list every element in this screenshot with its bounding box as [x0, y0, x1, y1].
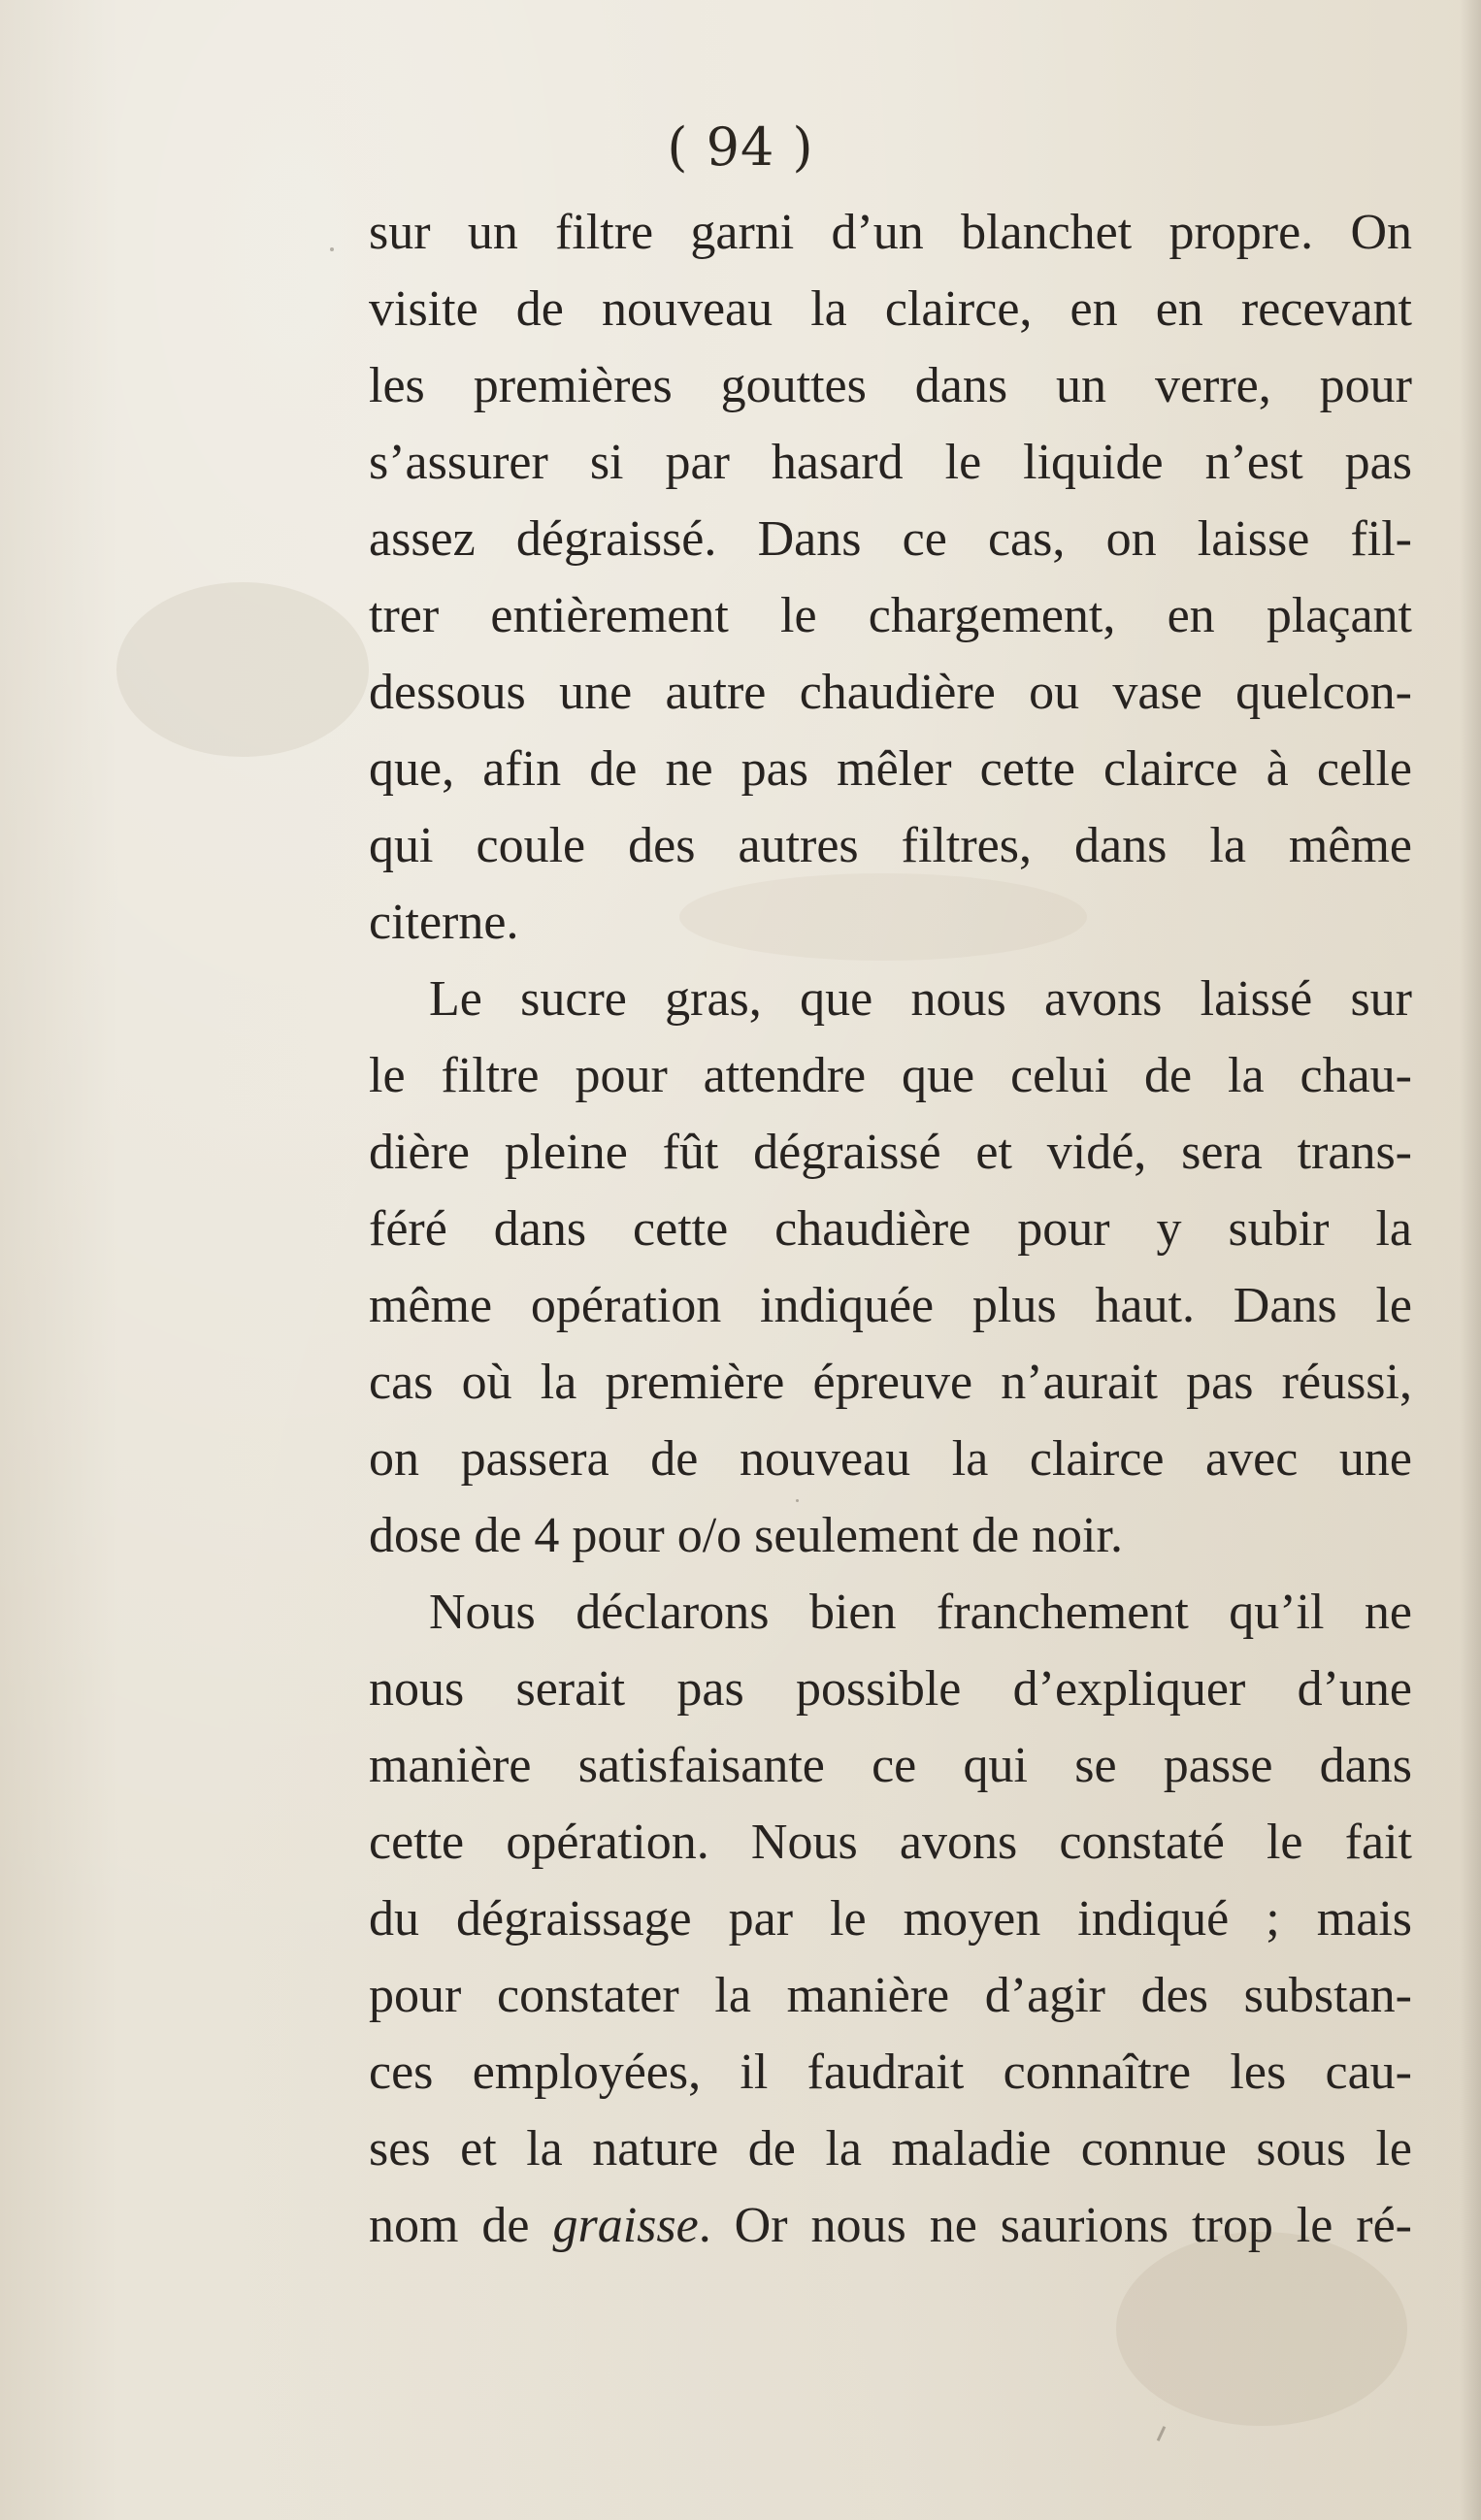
text-line: s’assurer si par hasard le liquide n’est pas: [369, 435, 1412, 490]
page-number: ( 94 ): [667, 116, 814, 178]
ink-speck: [330, 247, 334, 251]
text-line: manière satisfaisante ce qui se passe dans: [369, 1738, 1412, 1793]
text-line: même opération indiquée plus haut. Dans le: [369, 1278, 1412, 1333]
text-line-final: [369, 2187, 1412, 2264]
text-fragment: . Or nous ne saurions trop le ré-: [698, 2198, 1412, 2253]
text-line: les premières gouttes dans un verre, pour: [369, 358, 1412, 413]
text-line: nous serait pas possible d’expliquer d’une: [369, 1661, 1412, 1717]
text-line: cette opération. Nous avons constaté le fait: [369, 1815, 1412, 1870]
text-line: que, afin de ne pas mêler cette clairce à celle: [369, 741, 1412, 797]
text-line: visite de nouveau la clairce, en en recevant: [369, 281, 1412, 337]
text-line: ces employées, il faudrait connaître les cau-: [369, 2045, 1412, 2100]
text-line: dessous une autre chaudière ou vase quelcon-: [369, 665, 1412, 720]
text-line: du dégraissage par le moyen indiqué ; mais: [369, 1891, 1412, 1947]
paper-stain: [116, 582, 369, 757]
text-line: assez dégraissé. Dans ce cas, on laisse fil-: [369, 511, 1412, 567]
text-fragment: nom de: [369, 2198, 553, 2253]
text-line: Le sucre gras, que nous avons laissé sur: [429, 971, 1412, 1027]
italic-term: graisse: [552, 2198, 699, 2253]
text-line: ses et la nature de la maladie connue sous le: [369, 2121, 1412, 2176]
text-line: on passera de nouveau la clairce avec une: [369, 1431, 1412, 1487]
text-line: le filtre pour attendre que celui de la chau-: [369, 1048, 1412, 1103]
text-line: trer entièrement le chargement, en plaçant: [369, 588, 1412, 643]
text-line: dière pleine fût dégraissé et vidé, sera trans-: [369, 1125, 1412, 1180]
text-line: pour constater la manière d’agir des substan-: [369, 1968, 1412, 2023]
page-edge-shadow: [1460, 0, 1481, 2520]
text-line: Nous déclarons bien franchement qu’il ne: [429, 1585, 1412, 1640]
text-line: féré dans cette chaudière pour y subir la: [369, 1201, 1412, 1257]
text-line: cas où la première épreuve n’aurait pas réussi,: [369, 1355, 1412, 1410]
text-line: qui coule des autres filtres, dans la même: [369, 818, 1412, 873]
text-line: sur un filtre garni d’un blanchet propre. On: [369, 205, 1412, 260]
text-line: citerne.: [369, 895, 519, 950]
text-line: dose de 4 pour o/o seulement de noir.: [369, 1508, 1123, 1563]
body-text: [369, 194, 1412, 2264]
ink-speck: [1157, 2426, 1166, 2441]
